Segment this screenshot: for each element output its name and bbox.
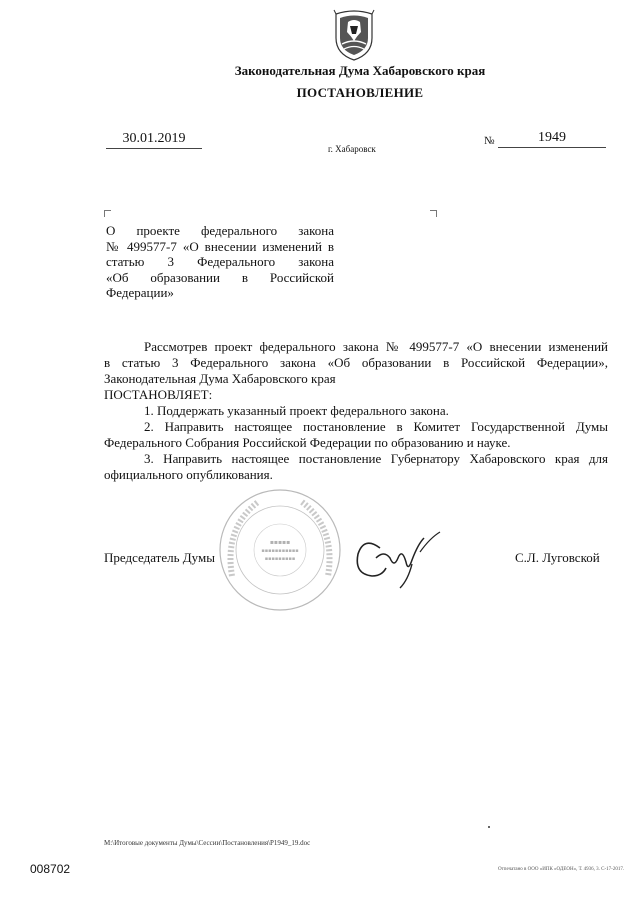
subject-line: «Об образовании в Российской bbox=[106, 269, 334, 285]
subject-line: Федерации» bbox=[106, 285, 174, 300]
city-label: г. Хабаровск bbox=[328, 144, 376, 154]
official-seal bbox=[218, 488, 342, 612]
resolution-item-3-line: официального опубликования. bbox=[104, 467, 273, 482]
resolution-item-3-line: 3. Направить настоящее постановление Губернатору Хабаровского края для bbox=[144, 451, 608, 466]
printer-info: Отпечатано в ООО «ИПК «ОДЕОН», Т. 4936, 3. С-17-2017. bbox=[498, 867, 625, 872]
svg-text:▪▪▪▪▪: ▪▪▪▪▪ bbox=[269, 539, 291, 546]
preamble-line: Законодательная Дума Хабаровского края bbox=[104, 371, 336, 386]
document-date: 30.01.2019 bbox=[106, 131, 202, 149]
number-sign: № bbox=[484, 135, 495, 147]
subject-line: статью 3 Федерального закона bbox=[106, 254, 334, 269]
subject-block bbox=[106, 223, 334, 301]
subject-line: О проекте федерального закона bbox=[106, 223, 334, 238]
resolution-body bbox=[104, 339, 608, 483]
resolves-heading: ПОСТАНОВЛЯЕТ: bbox=[104, 387, 213, 402]
preamble-line: в статью 3 Федерального закона «Об образовании в Российской Федерации», bbox=[104, 355, 608, 370]
chairman-title: Председатель Думы bbox=[104, 550, 215, 565]
subject-corner-mark-left bbox=[104, 210, 111, 217]
scan-speck bbox=[488, 826, 490, 828]
svg-text:▪▪▪▪▪▪▪▪▪▪▪: ▪▪▪▪▪▪▪▪▪▪▪ bbox=[261, 548, 299, 554]
resolution-item-2-line: 2. Направить настоящее постановление в Комитет Государственной Думы bbox=[144, 419, 608, 434]
resolution-item-1: 1. Поддержать указанный проект федерального закона. bbox=[144, 403, 449, 418]
document-type-title: ПОСТАНОВЛЕНИЕ bbox=[296, 85, 424, 100]
handwritten-signature bbox=[350, 528, 446, 590]
preamble-line: Рассмотрев проект федерального закона № 499577-7 «О внесении изменений bbox=[144, 339, 608, 354]
coat-of-arms-icon bbox=[330, 8, 378, 62]
resolution-item-2-line: Федерального Собрания Российской Федерации по образованию и науке. bbox=[104, 435, 511, 450]
file-path-footer: M:\Итоговые документы Думы\Сессии\Постановления\P1949_19.doc bbox=[104, 839, 311, 847]
subject-line: № 499577-7 «О внесении изменений в bbox=[106, 238, 334, 254]
subject-corner-mark-right bbox=[430, 210, 437, 217]
svg-text:▪▪▪▪▪▪▪▪▪: ▪▪▪▪▪▪▪▪▪ bbox=[264, 556, 296, 562]
chairman-name: С.Л. Луговской bbox=[515, 550, 600, 565]
organization-name: Законодательная Дума Хабаровского края bbox=[234, 63, 486, 78]
registry-stamp-number: 008702 bbox=[30, 862, 71, 876]
document-number: 1949 bbox=[498, 130, 606, 148]
